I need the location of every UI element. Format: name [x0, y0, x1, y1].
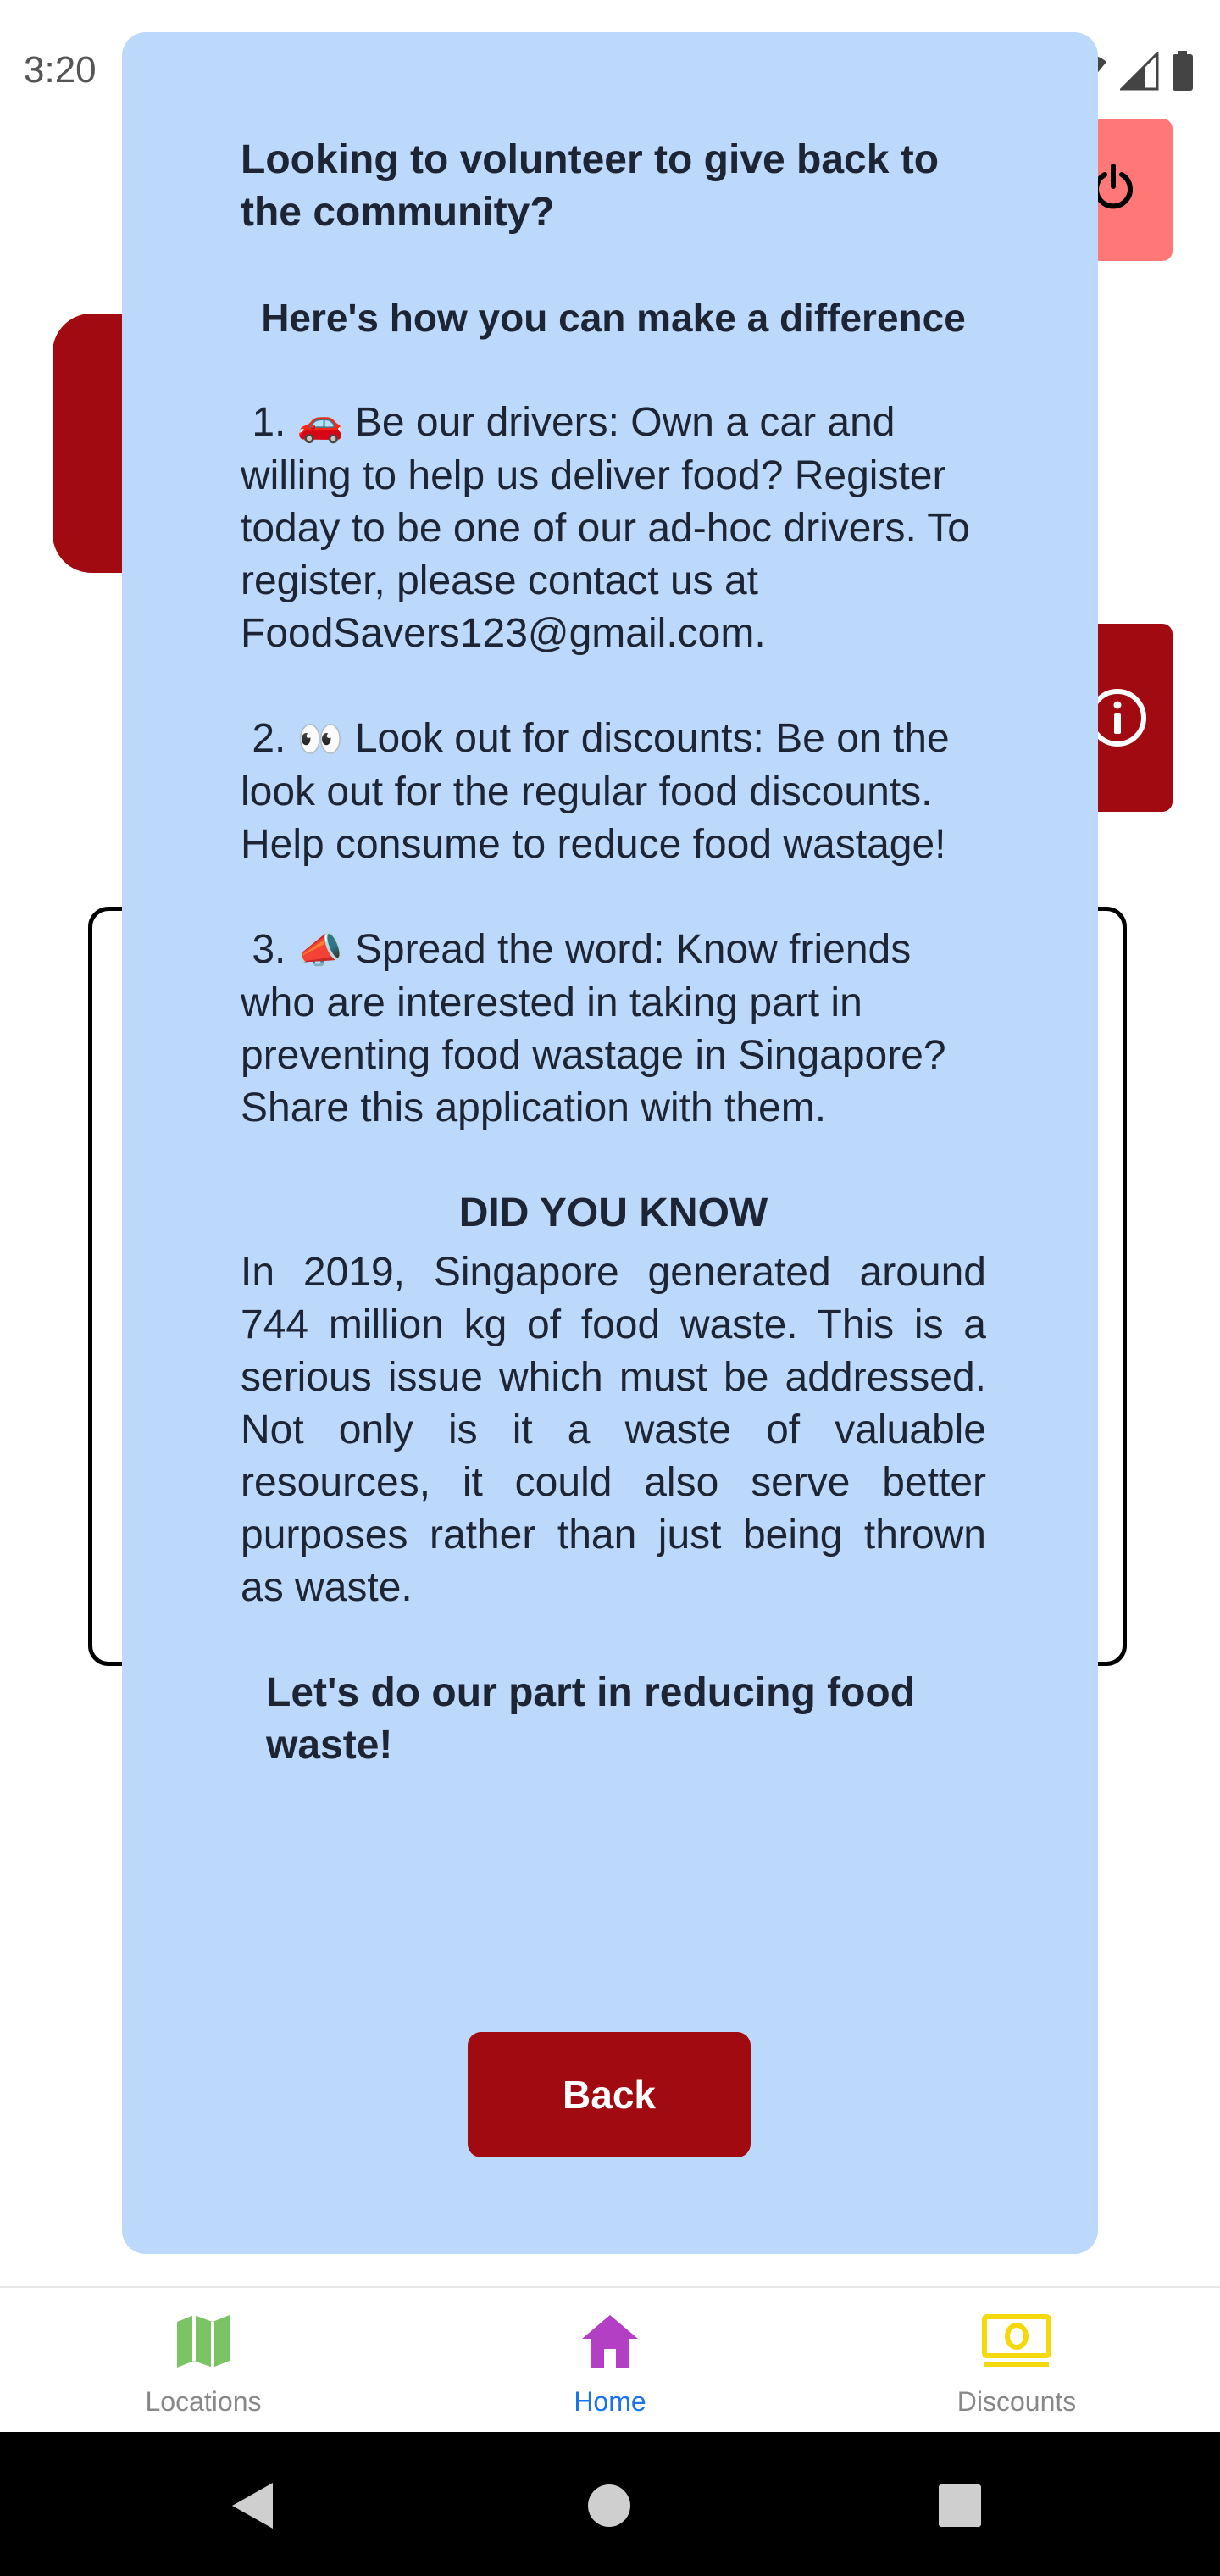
back-button[interactable]: Back [468, 2032, 751, 2157]
did-you-know-body: In 2019, Singapore generated around 744 million kg of food waste. This is a serious issue which must be addressed. Not only is it a waste of valuable resources, it could also serve better purposes rather than just being thrown as waste. [241, 1250, 986, 1610]
nav-label-discounts: Discounts [957, 2386, 1077, 2417]
megaphone-emoji-icon: 📣 [297, 929, 344, 972]
money-icon [981, 2312, 1052, 2371]
nav-item-locations[interactable] [0, 2288, 407, 2434]
list-item: 2. 👀 Look out for discounts: Be on the look out for the regular food discounts. Help consume to reduce food wastage! [241, 716, 950, 867]
list-item: 3. 📣 Spread the word: Know friends who are interested in taking part in preventing food wastage in Singapore? Share this application with them. [241, 927, 946, 1130]
bottom-navigation [0, 2286, 1220, 2434]
eyes-emoji-icon: 👀 [297, 718, 344, 761]
nav-label-home: Home [574, 2386, 646, 2417]
recents-square-icon[interactable] [937, 2483, 983, 2529]
back-triangle-icon[interactable] [230, 2481, 276, 2530]
system-navigation-bar [0, 2432, 1220, 2576]
home-icon [579, 2312, 641, 2371]
nav-item-home[interactable] [407, 2288, 813, 2434]
cell-signal-icon [1120, 52, 1159, 91]
map-icon [174, 2312, 233, 2371]
list-item: 1. 🚗 Be our drivers: Own a car and willing to help us deliver food? Register today to be one of our ad-hoc drivers. To register, please contact us at FoodSavers123@gmail.com. [241, 400, 970, 656]
car-emoji-icon: 🚗 [297, 402, 344, 445]
closing-message: Let's do our part in reducing food waste! [266, 1670, 916, 1768]
did-you-know-title: DID YOU KNOW [458, 1191, 768, 1235]
status-time: 3:20 [24, 49, 97, 91]
nav-item-discounts[interactable] [813, 2288, 1220, 2434]
home-circle-icon[interactable] [586, 2483, 632, 2529]
battery-icon [1171, 51, 1195, 92]
nav-label-locations: Locations [145, 2386, 262, 2417]
modal-heading: Looking to volunteer to give back to the community? [241, 137, 940, 235]
modal-subheading: Here's how you can make a difference [261, 296, 966, 340]
volunteer-info-modal [122, 32, 1098, 2254]
